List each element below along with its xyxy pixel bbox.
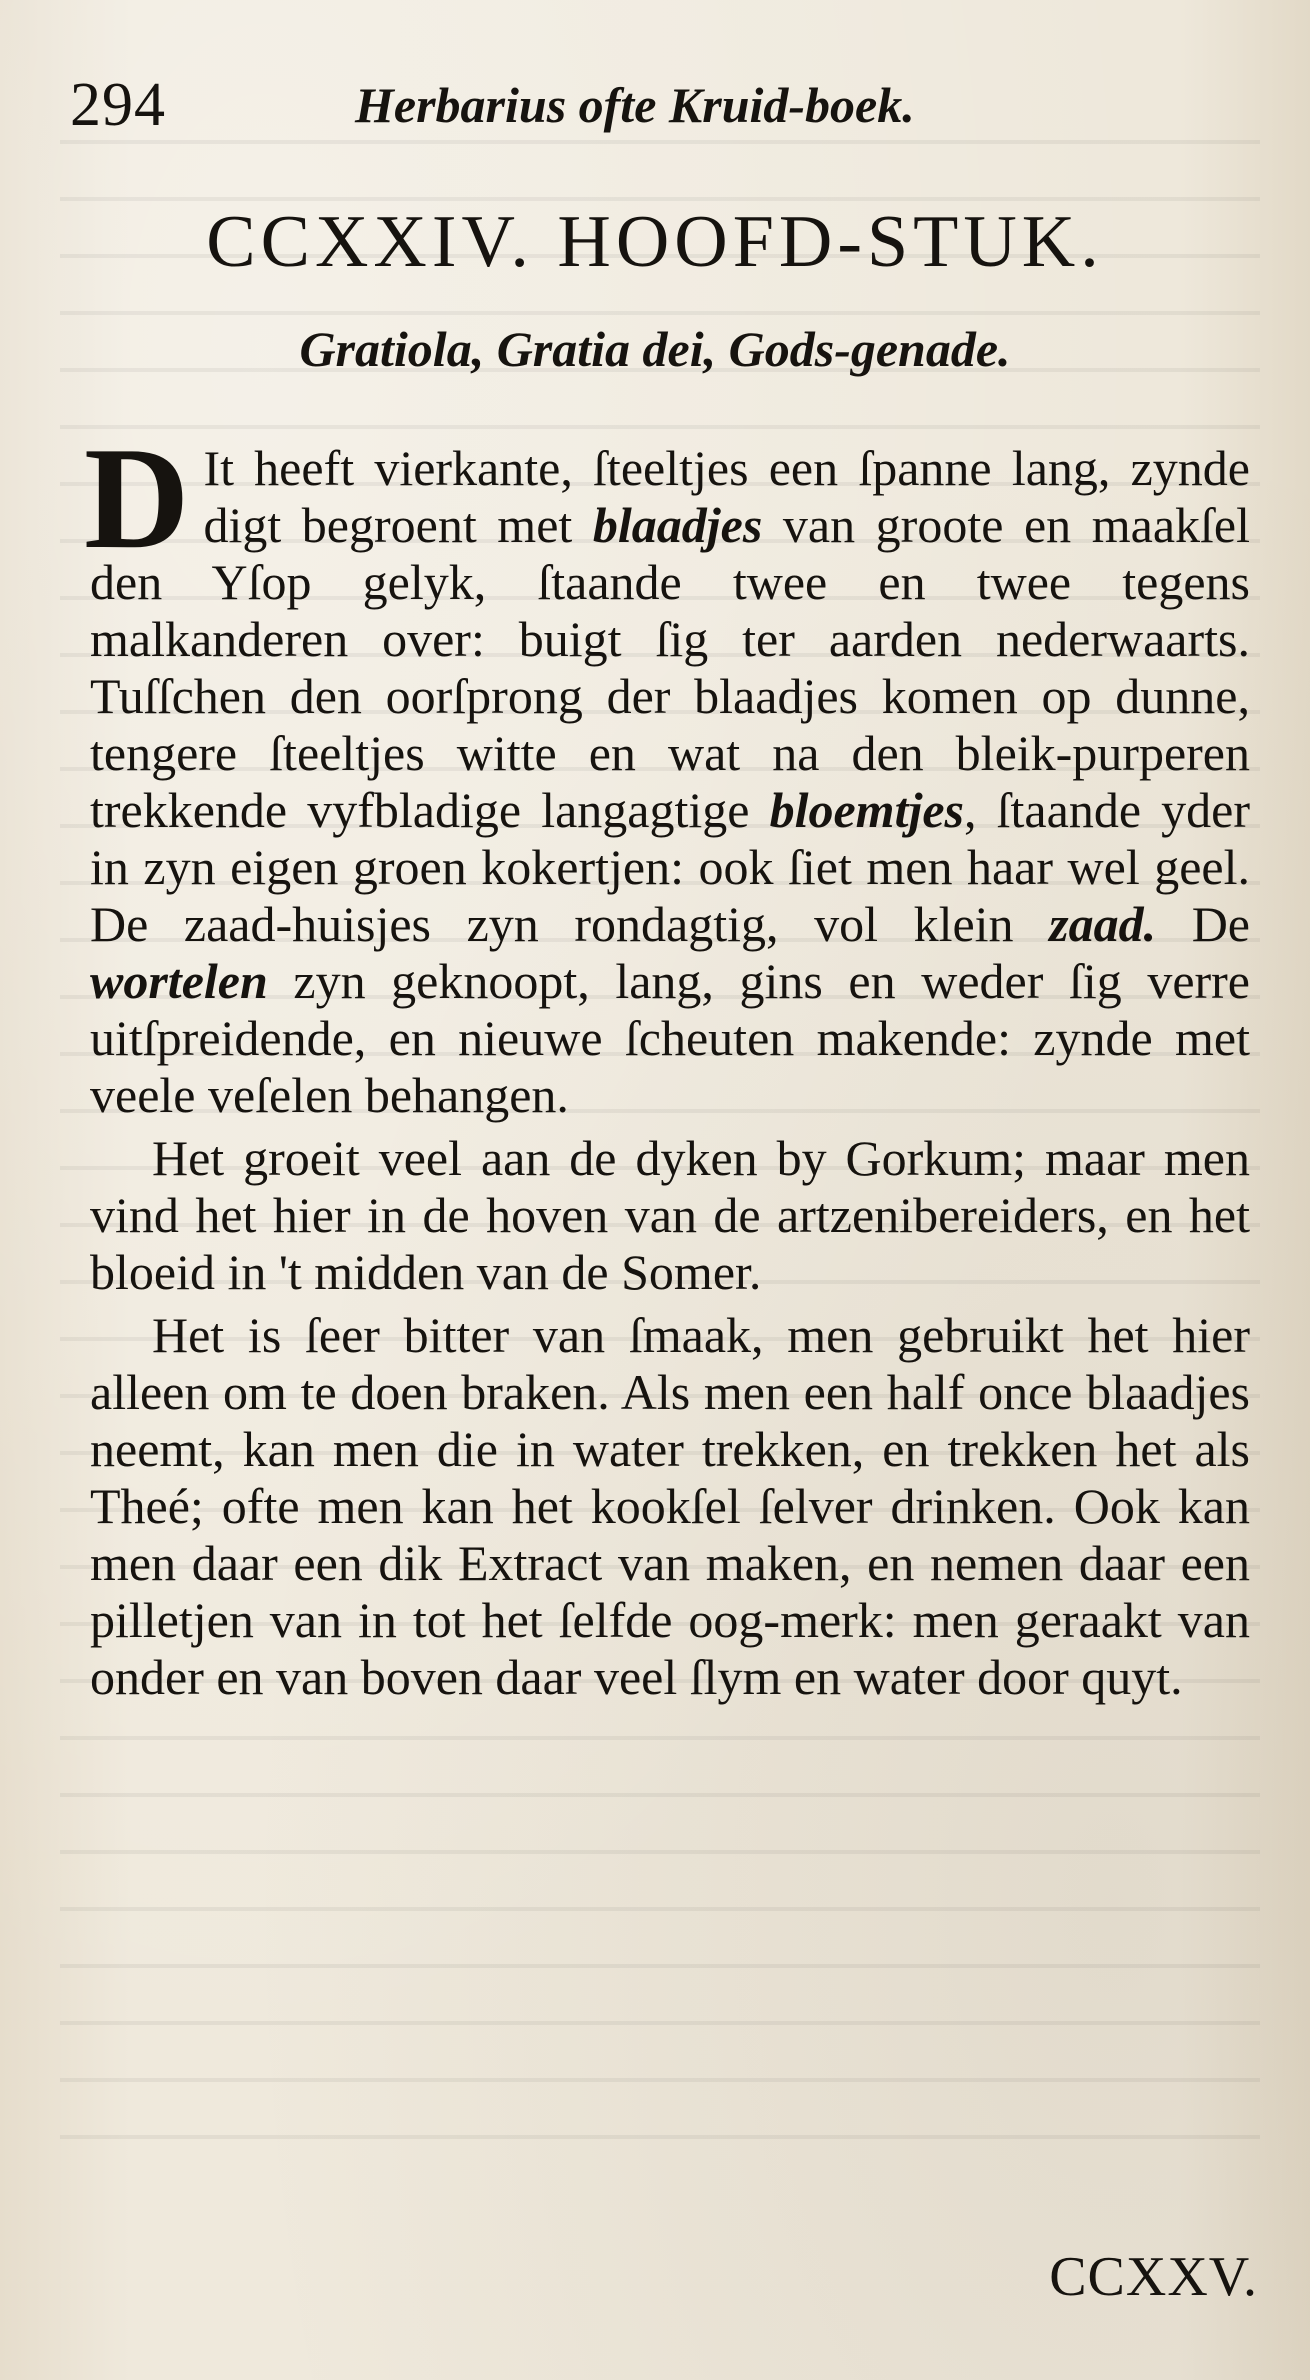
catchword: CCXXV. [1049,2246,1258,2308]
italic-term: bloemtjes [769,782,965,838]
page-header [70,70,1250,160]
text-run: zyn geknoopt, lang, gins en weder ſig verre uitſpreidende, en nieuwe ſcheuten makende: zynde met veele veſelen behangen. [90,953,1250,1123]
body-text [84,417,1251,1712]
paragraph-use [90,1307,1250,1706]
text-run: It heeft vierkante, ſteeltjes een ſpanne lang, zynde digt begroent met [203,440,1250,553]
drop-cap: D [84,417,190,579]
paragraph-habitat [90,1130,1250,1301]
chapter-heading: CCXXIV. HOOFD-STUK. [206,201,1104,283]
italic-term: wortelen [90,953,268,1009]
text-run: De [1156,896,1250,952]
text-run: , ſtaande yder in zyn eigen groen kokertjen: ook ſiet men haar wel geel. De zaad-huisjes zyn rondagtig, vol klein [90,782,1250,952]
text-run: Het is ſeer bitter van ſmaak, men gebruikt het hier alleen om te doen braken. Als men een half once blaadjes neemt, kan men die in water trekken, en trekken het als Theé; ofte men kan het kookſel ſelver drinken. Ook kan men daar een dik Extract van maken, en nemen daar een pilletjen van in tot het ſelfde oog-merk: men geraakt van onder en van boven daar veel ſlym en water door quyt. [90,1307,1250,1705]
text-run: van groote en maakſel den Yſop gelyk, ſtaande twee en twee tegens malkanderen over: buigt ſig ter aarden nederwaarts. Tuſſchen den oorſprong der blaadjes komen op dunne, tengere ſteeltjes witte en wat na den bleik-purperen trekkende vyfbladige langagtige [90,497,1251,838]
running-title: Herbarius ofte Kruid-boek. [355,77,915,133]
chapter-subtitle: Gratiola, Gratia dei, Gods-genade. [299,321,1011,377]
text-run: Het groeit veel aan de dyken by Gorkum; maar men vind het hier in de hoven van de artzenibereiders, en het bloeid in 't midden van de Somer. [90,1130,1250,1300]
italic-term: zaad. [1049,896,1157,952]
paragraph-description [84,417,1251,1124]
page-number: 294 [70,71,166,139]
italic-term: blaadjes [592,497,763,553]
